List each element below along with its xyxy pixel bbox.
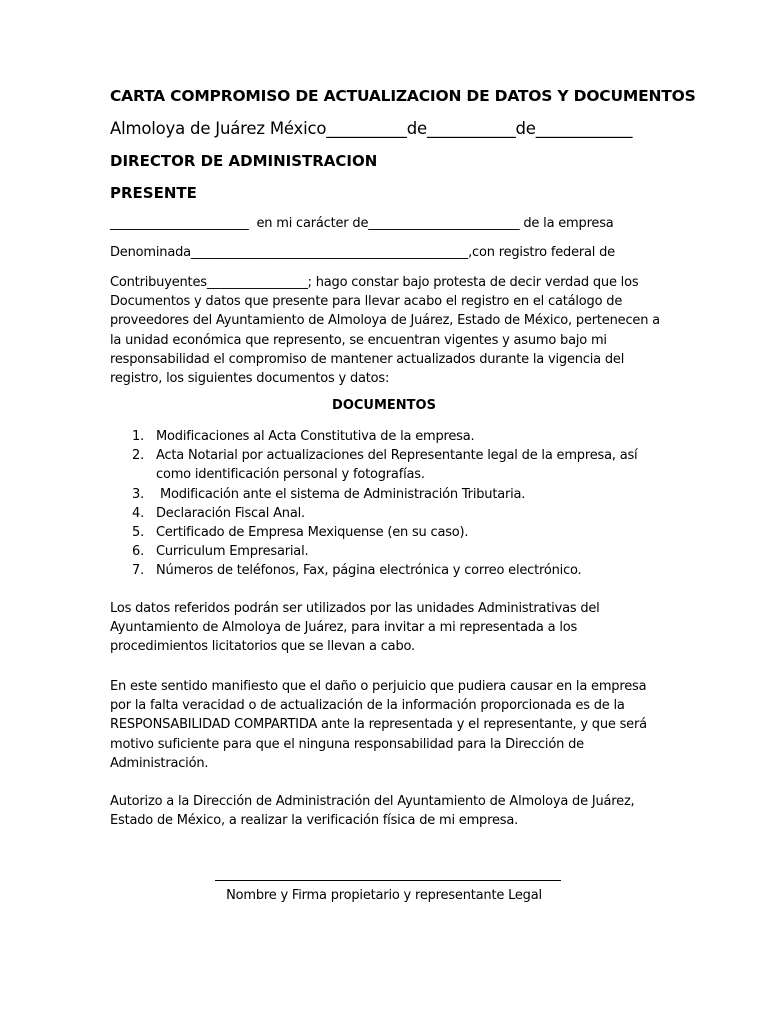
list-item xyxy=(110,427,670,446)
list-item-number: 5. xyxy=(132,525,145,541)
list-item xyxy=(110,523,670,542)
list-item-text: Curriculum Empresarial. xyxy=(156,544,309,560)
list-item-text: Acta Notarial por actualizaciones del Representante legal de la empresa, así como identificación personal y fotografías. xyxy=(156,448,638,483)
list-item-text: Declaración Fiscal Anal. xyxy=(156,505,305,521)
authorization-paragraph: Autorizo a la Dirección de Administración del Ayuntamiento de Almoloya de Juárez, Estado de México, a realizar la verificación física de mi empresa. xyxy=(110,794,635,829)
documents-list xyxy=(110,427,670,581)
list-item xyxy=(110,446,670,484)
declaration-paragraph: Contribuyentes________________; hago constar bajo protesta de decir verdad que los Documentos y datos que presente para llevar acabo el registro en el catálogo de proveedores del Ayuntamiento de Almoloya de Juárez, Estado de México, pertenecen a la unidad económica que represento, se encuentran vigentes y asumo bajo mi responsabilidad el compromiso de mantener actualizados durante la vigencia del registro, los siguientes documentos y datos: xyxy=(110,275,660,387)
list-item xyxy=(110,485,670,504)
list-item xyxy=(110,561,670,580)
presente-line: PRESENTE xyxy=(110,184,197,202)
list-item-text: Certificado de Empresa Mexiquense (en su caso). xyxy=(156,525,469,541)
list-item-number: 1. xyxy=(132,429,145,444)
list-item-number: 2. xyxy=(132,448,145,464)
list-item-text: Modificaciones al Acta Constitutiva de la empresa. xyxy=(156,429,475,444)
list-item xyxy=(110,504,670,523)
list-item-text: Números de teléfonos, Fax, página electrónica y correo electrónico. xyxy=(156,563,582,579)
data-usage-paragraph: Los datos referidos podrán ser utilizados por las unidades Administrativas del Ayuntamiento de Almoloya de Juárez, para invitar a mi representada a los procedimientos licitatorios que se llevan a cabo. xyxy=(110,601,600,655)
representative-fill-line: ______________________ en mi carácter de________________________ de la empresa xyxy=(110,216,614,231)
list-item-text: Modificación ante el sistema de Administración Tributaria. xyxy=(156,486,526,502)
document-title: CARTA COMPROMISO DE ACTUALIZACION DE DATOS Y DOCUMENTOS xyxy=(110,87,696,105)
responsibility-paragraph: En este sentido manifiesto que el daño o perjuicio que pudiera causar en la empresa por la falta veracidad o de actualización de la información proporcionada es de la RESPONSABILIDAD COMPARTIDA ante la representada y el representante, y que será motivo suficiente para que el ninguna responsabilidad para la Dirección de Administración. xyxy=(110,679,647,771)
documents-heading: DOCUMENTOS xyxy=(332,398,436,413)
list-item xyxy=(110,542,670,561)
signature-line xyxy=(215,880,561,881)
list-item-number: 7. xyxy=(132,563,145,579)
list-item-number: 4. xyxy=(132,505,145,521)
addressee-line: DIRECTOR DE ADMINISTRACION xyxy=(110,152,378,170)
list-item-number: 6. xyxy=(132,544,145,560)
place-date-line: Almoloya de Juárez México__________de___________de____________ xyxy=(110,119,633,138)
company-name-fill-line: Denominada____________________________________________,con registro federal de xyxy=(110,245,615,260)
list-item-number: 3. xyxy=(132,486,145,502)
signature-caption: Nombre y Firma propietario y representante Legal xyxy=(226,888,542,903)
